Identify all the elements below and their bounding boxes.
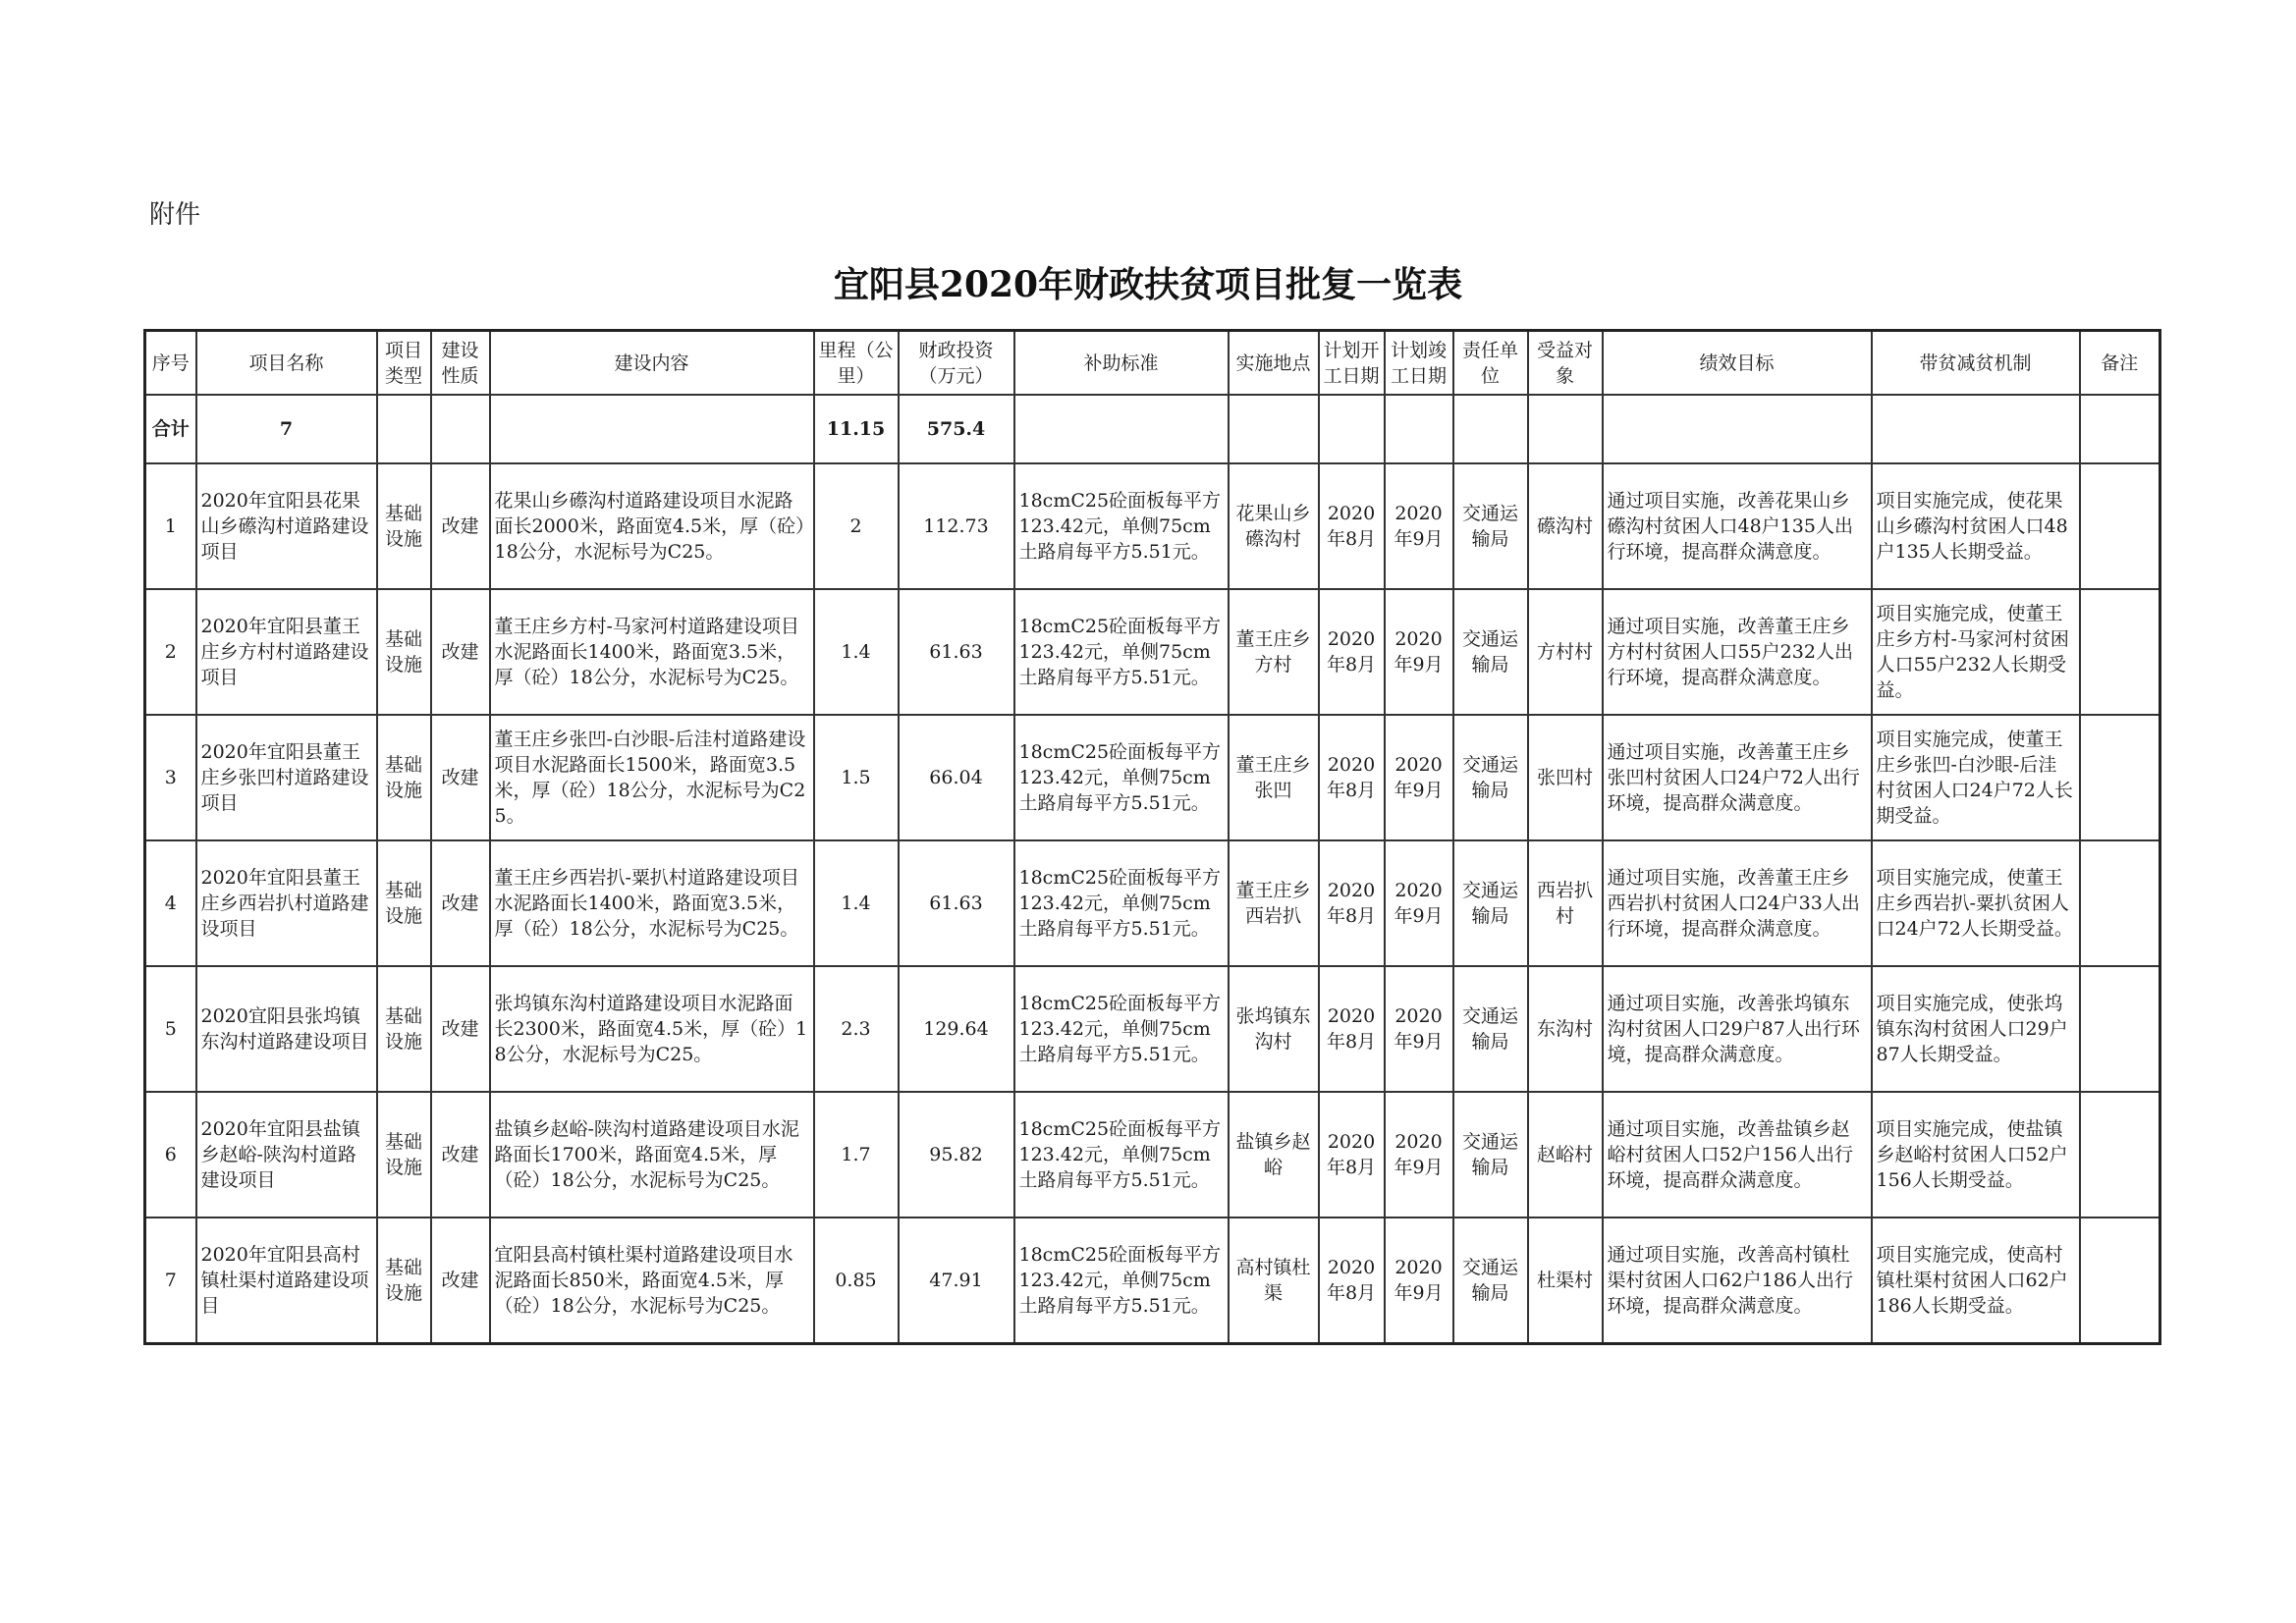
header-cell: 受益对象 bbox=[1528, 331, 1603, 396]
beneficiary: 东沟村 bbox=[1528, 966, 1603, 1092]
mileage-value: 2 bbox=[814, 463, 899, 589]
header-cell: 补助标准 bbox=[1014, 331, 1229, 396]
empty-cell bbox=[1603, 395, 1872, 463]
start-date: 2020年8月 bbox=[1319, 966, 1385, 1092]
construction-content: 董王庄乡张凹-白沙眼-后洼村道路建设项目水泥路面长1500米，路面宽3.5米，厚（砼）18公分，水泥标号为C25。 bbox=[490, 715, 814, 840]
row-number: 6 bbox=[145, 1092, 196, 1217]
remark bbox=[2080, 1217, 2160, 1344]
total-row bbox=[145, 395, 2160, 463]
performance-goal: 通过项目实施，改善董王庄乡方村村贫困人口55户232人出行环境，提高群众满意度。 bbox=[1603, 589, 1872, 715]
performance-goal: 通过项目实施，改善张坞镇东沟村贫困人口29户87人出行环境，提高群众满意度。 bbox=[1603, 966, 1872, 1092]
poverty-mechanism: 项目实施完成，使董王庄乡张凹-白沙眼-后洼村贫困人口24户72人长期受益。 bbox=[1872, 715, 2080, 840]
beneficiary: 杜渠村 bbox=[1528, 1217, 1603, 1344]
construction-content: 盐镇乡赵峪-陕沟村道路建设项目水泥路面长1700米，路面宽4.5米，厚（砼）18公分，水泥标号为C25。 bbox=[490, 1092, 814, 1217]
beneficiary: 方村村 bbox=[1528, 589, 1603, 715]
remark bbox=[2080, 463, 2160, 589]
poverty-mechanism: 项目实施完成，使董王庄乡方村-马家河村贫困人口55户232人长期受益。 bbox=[1872, 589, 2080, 715]
project-type: 基础设施 bbox=[377, 966, 431, 1092]
project-type: 基础设施 bbox=[377, 840, 431, 966]
empty-cell bbox=[1014, 395, 1229, 463]
start-date: 2020年8月 bbox=[1319, 1217, 1385, 1344]
beneficiary: 礤沟村 bbox=[1528, 463, 1603, 589]
location: 张坞镇东沟村 bbox=[1229, 966, 1319, 1092]
empty-cell bbox=[431, 395, 490, 463]
mileage-value: 1.4 bbox=[814, 840, 899, 966]
construction-nature: 改建 bbox=[431, 463, 490, 589]
remark bbox=[2080, 589, 2160, 715]
empty-cell bbox=[377, 395, 431, 463]
performance-goal: 通过项目实施，改善盐镇乡赵峪村贫困人口52户156人出行环境，提高群众满意度。 bbox=[1603, 1092, 1872, 1217]
table-row bbox=[145, 966, 2160, 1092]
poverty-mechanism: 项目实施完成，使花果山乡礤沟村贫困人口48户135人长期受益。 bbox=[1872, 463, 2080, 589]
project-type: 基础设施 bbox=[377, 1092, 431, 1217]
table-row bbox=[145, 463, 2160, 589]
responsible-unit: 交通运输局 bbox=[1453, 463, 1528, 589]
construction-nature: 改建 bbox=[431, 966, 490, 1092]
construction-content: 花果山乡礤沟村道路建设项目水泥路面长2000米，路面宽4.5米，厚（砼）18公分，水泥标号为C25。 bbox=[490, 463, 814, 589]
header-cell: 带贫减贫机制 bbox=[1872, 331, 2080, 396]
subsidy-standard: 18cmC25砼面板每平方123.42元，单侧75cm土路肩每平方5.51元。 bbox=[1014, 715, 1229, 840]
construction-nature: 改建 bbox=[431, 589, 490, 715]
investment-value: 61.63 bbox=[899, 840, 1014, 966]
empty-cell bbox=[1385, 395, 1453, 463]
header-cell: 建设内容 bbox=[490, 331, 814, 396]
end-date: 2020年9月 bbox=[1385, 1092, 1453, 1217]
end-date: 2020年9月 bbox=[1385, 966, 1453, 1092]
end-date: 2020年9月 bbox=[1385, 589, 1453, 715]
construction-nature: 改建 bbox=[431, 1092, 490, 1217]
responsible-unit: 交通运输局 bbox=[1453, 715, 1528, 840]
start-date: 2020年8月 bbox=[1319, 463, 1385, 589]
investment-value: 95.82 bbox=[899, 1092, 1014, 1217]
empty-cell bbox=[1229, 395, 1319, 463]
performance-goal: 通过项目实施，改善董王庄乡西岩扒村贫困人口24户33人出行环境，提高群众满意度。 bbox=[1603, 840, 1872, 966]
row-number: 2 bbox=[145, 589, 196, 715]
end-date: 2020年9月 bbox=[1385, 715, 1453, 840]
investment-value: 47.91 bbox=[899, 1217, 1014, 1344]
subsidy-standard: 18cmC25砼面板每平方123.42元，单侧75cm土路肩每平方5.51元。 bbox=[1014, 1092, 1229, 1217]
construction-nature: 改建 bbox=[431, 840, 490, 966]
project-name: 2020年宜阳县董王庄乡西岩扒村道路建设项目 bbox=[196, 840, 377, 966]
start-date: 2020年8月 bbox=[1319, 840, 1385, 966]
row-number: 3 bbox=[145, 715, 196, 840]
beneficiary: 赵峪村 bbox=[1528, 1092, 1603, 1217]
header-cell: 计划竣工日期 bbox=[1385, 331, 1453, 396]
performance-goal: 通过项目实施，改善高村镇杜渠村贫困人口62户186人出行环境，提高群众满意度。 bbox=[1603, 1217, 1872, 1344]
start-date: 2020年8月 bbox=[1319, 589, 1385, 715]
table-row bbox=[145, 715, 2160, 840]
header-cell: 绩效目标 bbox=[1603, 331, 1872, 396]
row-number: 7 bbox=[145, 1217, 196, 1344]
header-cell: 备注 bbox=[2080, 331, 2160, 396]
remark bbox=[2080, 715, 2160, 840]
location: 董王庄乡张凹 bbox=[1229, 715, 1319, 840]
empty-cell bbox=[1319, 395, 1385, 463]
poverty-mechanism: 项目实施完成，使董王庄乡西岩扒-粟扒贫困人口24户72人长期受益。 bbox=[1872, 840, 2080, 966]
remark bbox=[2080, 966, 2160, 1092]
mileage-value: 1.7 bbox=[814, 1092, 899, 1217]
table-row bbox=[145, 840, 2160, 966]
subsidy-standard: 18cmC25砼面板每平方123.42元，单侧75cm土路肩每平方5.51元。 bbox=[1014, 1217, 1229, 1344]
mileage-value: 0.85 bbox=[814, 1217, 899, 1344]
mileage-value: 1.5 bbox=[814, 715, 899, 840]
header-cell: 计划开工日期 bbox=[1319, 331, 1385, 396]
header-cell: 财政投资（万元） bbox=[899, 331, 1014, 396]
table-row bbox=[145, 1217, 2160, 1344]
page-title: 宜阳县2020年财政扶贫项目批复一览表 bbox=[833, 264, 1463, 305]
header-cell: 责任单位 bbox=[1453, 331, 1528, 396]
construction-content: 董王庄乡西岩扒-粟扒村道路建设项目水泥路面长1400米，路面宽3.5米，厚（砼）18公分，水泥标号为C25。 bbox=[490, 840, 814, 966]
header-cell: 项目类型 bbox=[377, 331, 431, 396]
mileage-value: 1.4 bbox=[814, 589, 899, 715]
project-name: 2020年宜阳县董王庄乡张凹村道路建设项目 bbox=[196, 715, 377, 840]
investment-value: 129.64 bbox=[899, 966, 1014, 1092]
header-cell: 里程（公里） bbox=[814, 331, 899, 396]
table-row bbox=[145, 589, 2160, 715]
location: 盐镇乡赵峪 bbox=[1229, 1092, 1319, 1217]
project-name: 2020宜阳县张坞镇东沟村道路建设项目 bbox=[196, 966, 377, 1092]
start-date: 2020年8月 bbox=[1319, 715, 1385, 840]
construction-content: 宜阳县高村镇杜渠村道路建设项目水泥路面长850米，路面宽4.5米，厚（砼）18公分，水泥标号为C25。 bbox=[490, 1217, 814, 1344]
project-name: 2020年宜阳县高村镇杜渠村道路建设项目 bbox=[196, 1217, 377, 1344]
project-type: 基础设施 bbox=[377, 1217, 431, 1344]
investment-value: 66.04 bbox=[899, 715, 1014, 840]
remark bbox=[2080, 1092, 2160, 1217]
row-number: 5 bbox=[145, 966, 196, 1092]
table-header-row bbox=[145, 331, 2160, 396]
poverty-mechanism: 项目实施完成，使张坞镇东沟村贫困人口29户87人长期受益。 bbox=[1872, 966, 2080, 1092]
empty-cell bbox=[1453, 395, 1528, 463]
total-investment: 575.4 bbox=[899, 395, 1014, 463]
header-cell: 序号 bbox=[145, 331, 196, 396]
row-number: 1 bbox=[145, 463, 196, 589]
beneficiary: 张凹村 bbox=[1528, 715, 1603, 840]
location: 花果山乡礤沟村 bbox=[1229, 463, 1319, 589]
project-type: 基础设施 bbox=[377, 715, 431, 840]
responsible-unit: 交通运输局 bbox=[1453, 589, 1528, 715]
end-date: 2020年9月 bbox=[1385, 840, 1453, 966]
header-cell: 建设性质 bbox=[431, 331, 490, 396]
responsible-unit: 交通运输局 bbox=[1453, 840, 1528, 966]
location: 高村镇杜渠 bbox=[1229, 1217, 1319, 1344]
responsible-unit: 交通运输局 bbox=[1453, 966, 1528, 1092]
empty-cell bbox=[1872, 395, 2080, 463]
responsible-unit: 交通运输局 bbox=[1453, 1217, 1528, 1344]
header-cell: 项目名称 bbox=[196, 331, 377, 396]
construction-content: 张坞镇东沟村道路建设项目水泥路面长2300米，路面宽4.5米，厚（砼）18公分，水泥标号为C25。 bbox=[490, 966, 814, 1092]
project-name: 2020年宜阳县花果山乡礤沟村道路建设项目 bbox=[196, 463, 377, 589]
performance-goal: 通过项目实施，改善董王庄乡张凹村贫困人口24户72人出行环境，提高群众满意度。 bbox=[1603, 715, 1872, 840]
subsidy-standard: 18cmC25砼面板每平方123.42元，单侧75cm土路肩每平方5.51元。 bbox=[1014, 589, 1229, 715]
location: 董王庄乡西岩扒 bbox=[1229, 840, 1319, 966]
empty-cell bbox=[1528, 395, 1603, 463]
performance-goal: 通过项目实施，改善花果山乡礤沟村贫困人口48户135人出行环境，提高群众满意度。 bbox=[1603, 463, 1872, 589]
end-date: 2020年9月 bbox=[1385, 1217, 1453, 1344]
responsible-unit: 交通运输局 bbox=[1453, 1092, 1528, 1217]
end-date: 2020年9月 bbox=[1385, 463, 1453, 589]
project-name: 2020年宜阳县董王庄乡方村村道路建设项目 bbox=[196, 589, 377, 715]
empty-cell bbox=[490, 395, 814, 463]
table-row bbox=[145, 1092, 2160, 1217]
poverty-mechanism: 项目实施完成，使高村镇杜渠村贫困人口62户186人长期受益。 bbox=[1872, 1217, 2080, 1344]
location: 董王庄乡方村 bbox=[1229, 589, 1319, 715]
project-type: 基础设施 bbox=[377, 589, 431, 715]
poverty-mechanism: 项目实施完成，使盐镇乡赵峪村贫困人口52户156人长期受益。 bbox=[1872, 1092, 2080, 1217]
investment-value: 61.63 bbox=[899, 589, 1014, 715]
header-cell: 实施地点 bbox=[1229, 331, 1319, 396]
subsidy-standard: 18cmC25砼面板每平方123.42元，单侧75cm土路肩每平方5.51元。 bbox=[1014, 840, 1229, 966]
total-mileage: 11.15 bbox=[814, 395, 899, 463]
subsidy-standard: 18cmC25砼面板每平方123.42元，单侧75cm土路肩每平方5.51元。 bbox=[1014, 966, 1229, 1092]
start-date: 2020年8月 bbox=[1319, 1092, 1385, 1217]
project-type: 基础设施 bbox=[377, 463, 431, 589]
project-name: 2020年宜阳县盐镇乡赵峪-陕沟村道路建设项目 bbox=[196, 1092, 377, 1217]
investment-value: 112.73 bbox=[899, 463, 1014, 589]
row-number: 4 bbox=[145, 840, 196, 966]
projects-table bbox=[143, 329, 2161, 1345]
empty-cell bbox=[2080, 395, 2160, 463]
mileage-value: 2.3 bbox=[814, 966, 899, 1092]
total-count: 7 bbox=[196, 395, 377, 463]
remark bbox=[2080, 840, 2160, 966]
beneficiary: 西岩扒村 bbox=[1528, 840, 1603, 966]
construction-nature: 改建 bbox=[431, 715, 490, 840]
construction-nature: 改建 bbox=[431, 1217, 490, 1344]
attachment-label: 附件 bbox=[149, 200, 201, 230]
subsidy-standard: 18cmC25砼面板每平方123.42元，单侧75cm土路肩每平方5.51元。 bbox=[1014, 463, 1229, 589]
construction-content: 董王庄乡方村-马家河村道路建设项目水泥路面长1400米，路面宽3.5米，厚（砼）18公分，水泥标号为C25。 bbox=[490, 589, 814, 715]
total-label: 合计 bbox=[145, 395, 196, 463]
